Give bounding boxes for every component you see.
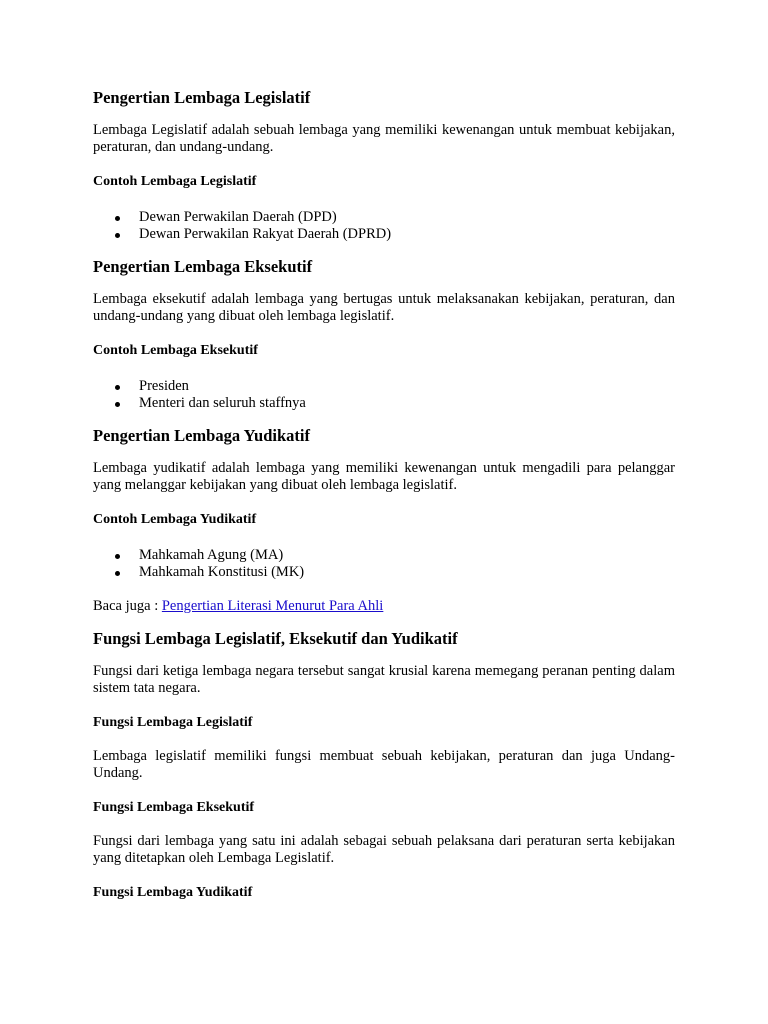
heading-pengertian-eksekutif: Pengertian Lembaga Eksekutif	[93, 257, 313, 276]
paragraph-fungsi-legislatif: Lembaga legislatif memiliki fungsi membuat sebuah kebijakan, peraturan dan juga Undang-Undang.	[93, 748, 675, 781]
list-item	[93, 378, 675, 395]
baca-juga-line	[93, 598, 675, 615]
list-item-text: Mahkamah Agung (MA)	[139, 547, 284, 563]
bullet-icon	[115, 554, 120, 559]
bullet-icon	[115, 216, 120, 221]
list-contoh-legislatif	[93, 209, 675, 243]
list-item	[93, 564, 675, 581]
list-item	[93, 209, 675, 226]
list-item	[93, 226, 675, 243]
paragraph-fungsi-lembaga: Fungsi dari ketiga lembaga negara tersebut sangat krusial karena memegang peranan penting dalam sistem tata negara.	[93, 663, 675, 696]
list-item-text: Presiden	[139, 378, 189, 394]
document-page	[93, 83, 675, 901]
heading-fungsi-lembaga: Fungsi Lembaga Legislatif, Eksekutif dan Yudikatif	[93, 629, 458, 648]
subheading-fungsi-eksekutif: Fungsi Lembaga Eksekutif	[93, 800, 255, 815]
paragraph-pengertian-yudikatif: Lembaga yudikatif adalah lembaga yang memiliki kewenangan untuk mengadili para pelanggar yang melanggar kebijakan yang dibuat oleh lembaga legislatif.	[93, 460, 675, 493]
baca-juga-prefix: Baca juga :	[93, 598, 162, 614]
list-item-text: Dewan Perwakilan Daerah (DPD)	[139, 209, 337, 225]
bullet-icon	[115, 571, 120, 576]
bullet-icon	[115, 402, 120, 407]
subheading-contoh-legislatif: Contoh Lembaga Legislatif	[93, 174, 257, 189]
baca-juga-link[interactable]: Pengertian Literasi Menurut Para Ahli	[161, 598, 384, 614]
paragraph-fungsi-eksekutif: Fungsi dari lembaga yang satu ini adalah sebagai sebuah pelaksana dari peraturan serta kebijakan yang ditetapkan oleh Lembaga Legislatif.	[93, 833, 675, 866]
list-item-text: Menteri dan seluruh staffnya	[139, 395, 306, 411]
list-contoh-yudikatif	[93, 547, 675, 581]
subheading-contoh-yudikatif: Contoh Lembaga Yudikatif	[93, 512, 257, 527]
subheading-fungsi-legislatif: Fungsi Lembaga Legislatif	[93, 715, 253, 730]
bullet-icon	[115, 385, 120, 390]
bullet-icon	[115, 233, 120, 238]
list-contoh-eksekutif	[93, 378, 675, 412]
list-item	[93, 395, 675, 412]
list-item-text: Mahkamah Konstitusi (MK)	[139, 564, 305, 580]
subheading-contoh-eksekutif: Contoh Lembaga Eksekutif	[93, 343, 258, 358]
heading-pengertian-yudikatif: Pengertian Lembaga Yudikatif	[93, 426, 310, 445]
paragraph-pengertian-eksekutif: Lembaga eksekutif adalah lembaga yang bertugas untuk melaksanakan kebijakan, peraturan, dan undang-undang yang dibuat oleh lembaga legislatif.	[93, 291, 675, 324]
list-item	[93, 547, 675, 564]
paragraph-pengertian-legislatif: Lembaga Legislatif adalah sebuah lembaga yang memiliki kewenangan untuk membuat kebijakan, peraturan, dan undang-undang.	[93, 122, 675, 155]
heading-pengertian-legislatif: Pengertian Lembaga Legislatif	[93, 88, 311, 107]
subheading-fungsi-yudikatif: Fungsi Lembaga Yudikatif	[93, 885, 253, 900]
list-item-text: Dewan Perwakilan Rakyat Daerah (DPRD)	[139, 226, 392, 242]
